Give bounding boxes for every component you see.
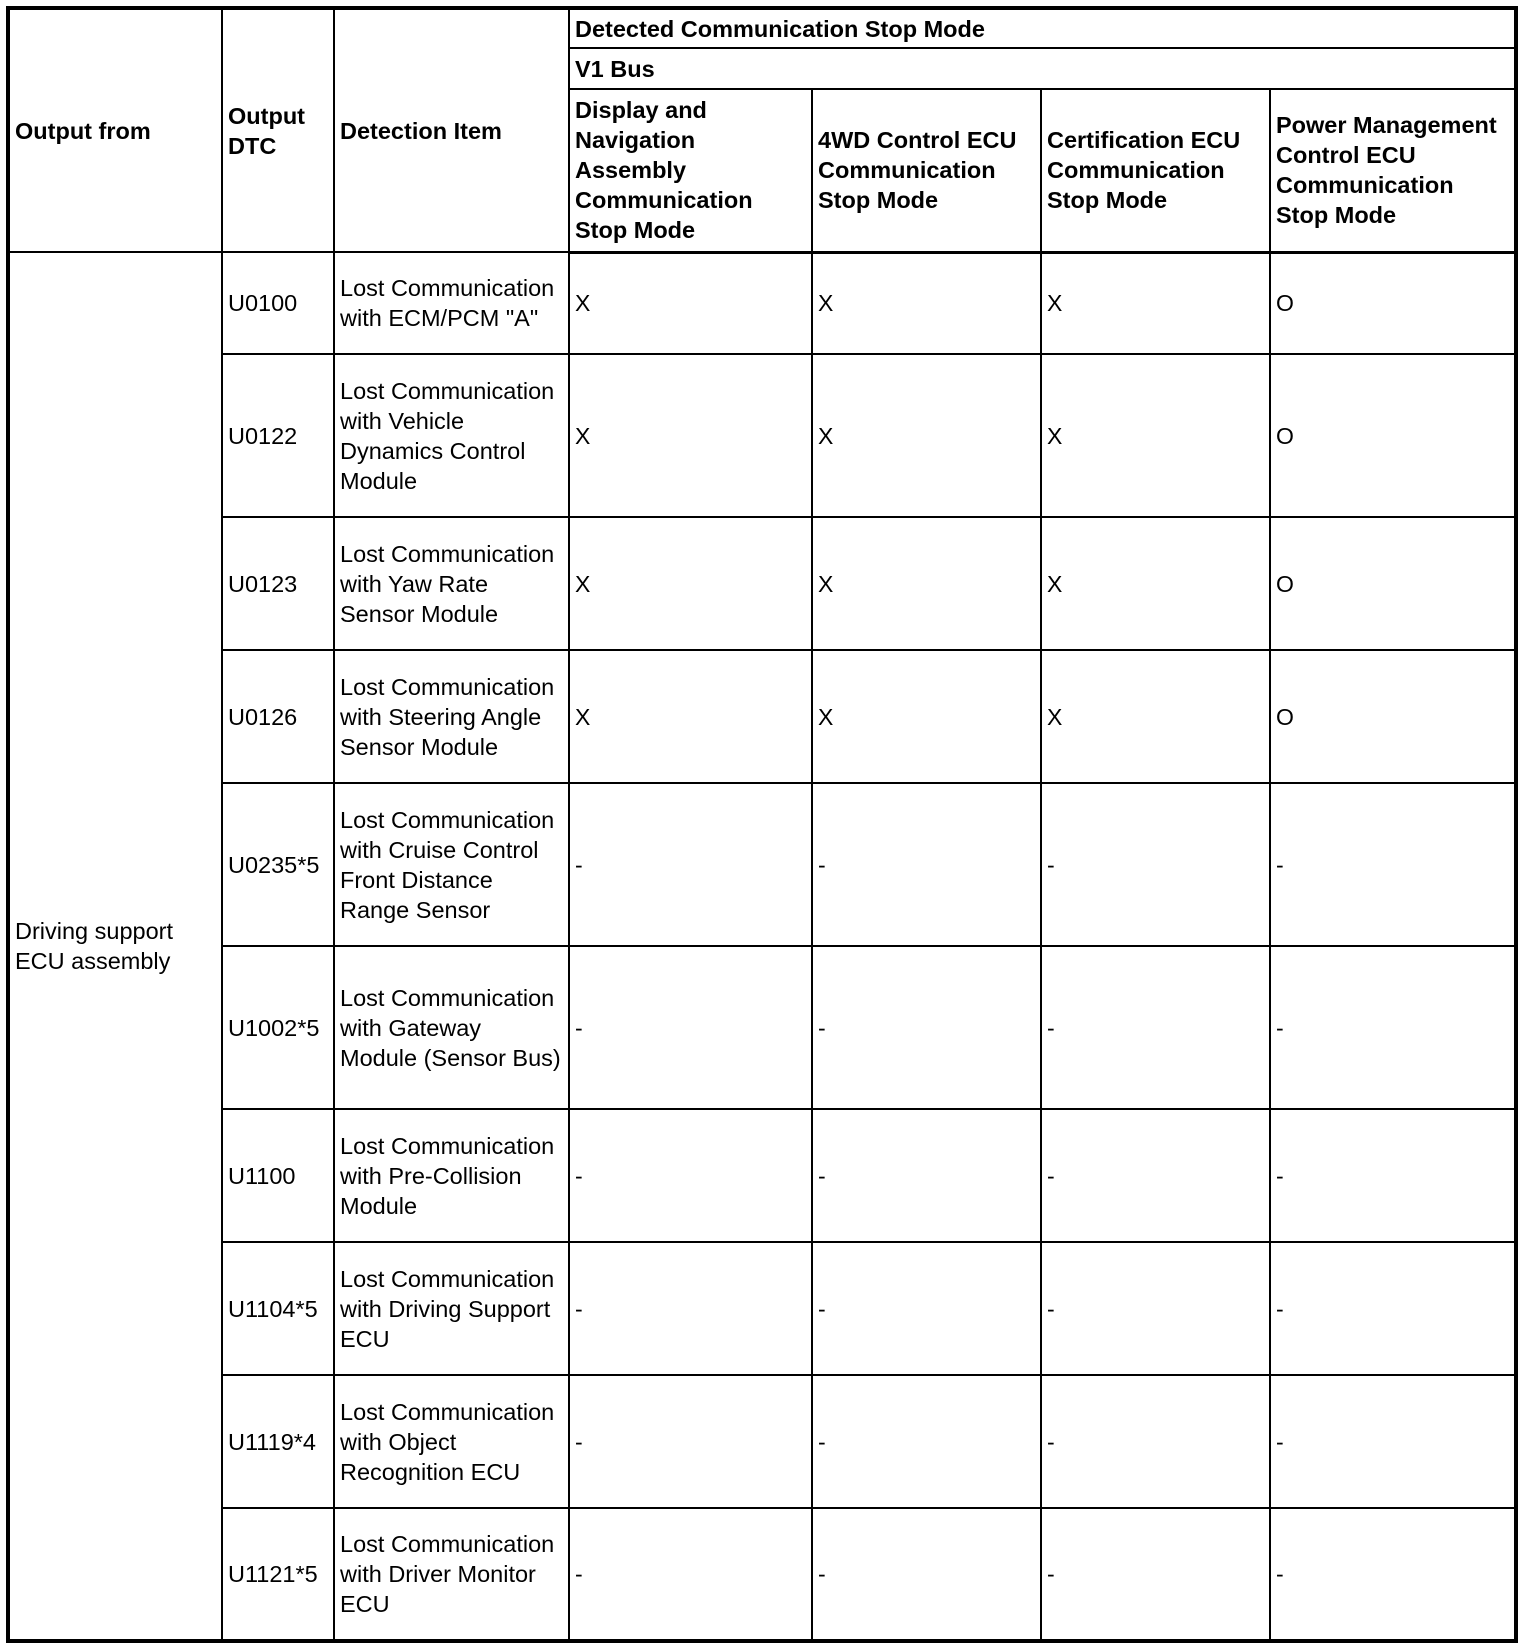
stop-mode-4wd-control: X <box>812 517 1041 650</box>
dtc-code: U1119*4 <box>222 1375 334 1508</box>
stop-mode-certification: - <box>1041 783 1270 946</box>
detection-item: Lost Communication with Cruise Control Front Distance Range Sensor <box>334 783 569 946</box>
header-display-navigation-stop-mode: Display and Navigation Assembly Communication Stop Mode <box>569 89 812 252</box>
dtc-code: U1100 <box>222 1109 334 1242</box>
stop-mode-display-navigation: - <box>569 783 812 946</box>
dtc-code: U1002*5 <box>222 946 334 1109</box>
detection-item: Lost Communication with Driver Monitor ECU <box>334 1508 569 1641</box>
detection-item: Lost Communication with Steering Angle Sensor Module <box>334 650 569 783</box>
stop-mode-power-management: O <box>1270 354 1516 517</box>
table-row <box>8 1242 1516 1375</box>
table-row <box>8 650 1516 783</box>
header-4wd-control-ecu-stop-mode: 4WD Control ECU Communication Stop Mode <box>812 89 1041 252</box>
table-row <box>8 252 1516 354</box>
dtc-code: U1104*5 <box>222 1242 334 1375</box>
stop-mode-certification: - <box>1041 1375 1270 1508</box>
dtc-code: U0126 <box>222 650 334 783</box>
stop-mode-power-management: O <box>1270 650 1516 783</box>
stop-mode-certification: X <box>1041 650 1270 783</box>
table-row <box>8 517 1516 650</box>
detection-item: Lost Communication with ECM/PCM "A" <box>334 252 569 354</box>
output-from-cell: Driving support ECU assembly <box>8 252 222 1641</box>
dtc-code: U0100 <box>222 252 334 354</box>
detection-item: Lost Communication with Gateway Module (Sensor Bus) <box>334 946 569 1109</box>
stop-mode-power-management: - <box>1270 783 1516 946</box>
table-row <box>8 783 1516 946</box>
stop-mode-certification: - <box>1041 1508 1270 1641</box>
stop-mode-4wd-control: X <box>812 252 1041 354</box>
stop-mode-display-navigation: - <box>569 1109 812 1242</box>
stop-mode-display-navigation: - <box>569 946 812 1109</box>
table-row <box>8 1508 1516 1641</box>
table-row <box>8 1109 1516 1242</box>
stop-mode-display-navigation: - <box>569 1242 812 1375</box>
dtc-code: U1121*5 <box>222 1508 334 1641</box>
stop-mode-display-navigation: X <box>569 354 812 517</box>
detection-item: Lost Communication with Pre-Collision Module <box>334 1109 569 1242</box>
table-row <box>8 354 1516 517</box>
stop-mode-4wd-control: - <box>812 1508 1041 1641</box>
stop-mode-certification: - <box>1041 946 1270 1109</box>
dtc-stop-mode-table <box>6 6 1518 1643</box>
stop-mode-power-management: - <box>1270 1375 1516 1508</box>
stop-mode-4wd-control: - <box>812 1242 1041 1375</box>
stop-mode-certification: - <box>1041 1242 1270 1375</box>
dtc-code: U0122 <box>222 354 334 517</box>
stop-mode-4wd-control: - <box>812 1109 1041 1242</box>
stop-mode-4wd-control: - <box>812 946 1041 1109</box>
stop-mode-certification: X <box>1041 354 1270 517</box>
stop-mode-4wd-control: - <box>812 783 1041 946</box>
stop-mode-display-navigation: X <box>569 252 812 354</box>
table-row <box>8 946 1516 1109</box>
stop-mode-power-management: O <box>1270 517 1516 650</box>
stop-mode-power-management: - <box>1270 946 1516 1109</box>
stop-mode-certification: - <box>1041 1109 1270 1242</box>
header-output-dtc: Output DTC <box>222 8 334 252</box>
stop-mode-4wd-control: - <box>812 1375 1041 1508</box>
dtc-code: U0123 <box>222 517 334 650</box>
detection-item: Lost Communication with Driving Support ECU <box>334 1242 569 1375</box>
stop-mode-power-management: O <box>1270 252 1516 354</box>
header-detection-item: Detection Item <box>334 8 569 252</box>
stop-mode-certification: X <box>1041 252 1270 354</box>
header-output-from: Output from <box>8 8 222 252</box>
dtc-code: U0235*5 <box>222 783 334 946</box>
stop-mode-4wd-control: X <box>812 354 1041 517</box>
header-power-management-ecu-stop-mode: Power Management Control ECU Communication Stop Mode <box>1270 89 1516 252</box>
detection-item: Lost Communication with Yaw Rate Sensor Module <box>334 517 569 650</box>
stop-mode-display-navigation: - <box>569 1508 812 1641</box>
detection-item: Lost Communication with Object Recognition ECU <box>334 1375 569 1508</box>
header-detected-communication-stop-mode: Detected Communication Stop Mode <box>569 8 1516 48</box>
stop-mode-certification: X <box>1041 517 1270 650</box>
detection-item: Lost Communication with Vehicle Dynamics Control Module <box>334 354 569 517</box>
stop-mode-display-navigation: X <box>569 650 812 783</box>
stop-mode-power-management: - <box>1270 1242 1516 1375</box>
table-row <box>8 1375 1516 1508</box>
stop-mode-power-management: - <box>1270 1109 1516 1242</box>
stop-mode-display-navigation: X <box>569 517 812 650</box>
stop-mode-4wd-control: X <box>812 650 1041 783</box>
header-certification-ecu-stop-mode: Certification ECU Communication Stop Mode <box>1041 89 1270 252</box>
header-v1-bus: V1 Bus <box>569 48 1516 89</box>
stop-mode-display-navigation: - <box>569 1375 812 1508</box>
stop-mode-power-management: - <box>1270 1508 1516 1641</box>
